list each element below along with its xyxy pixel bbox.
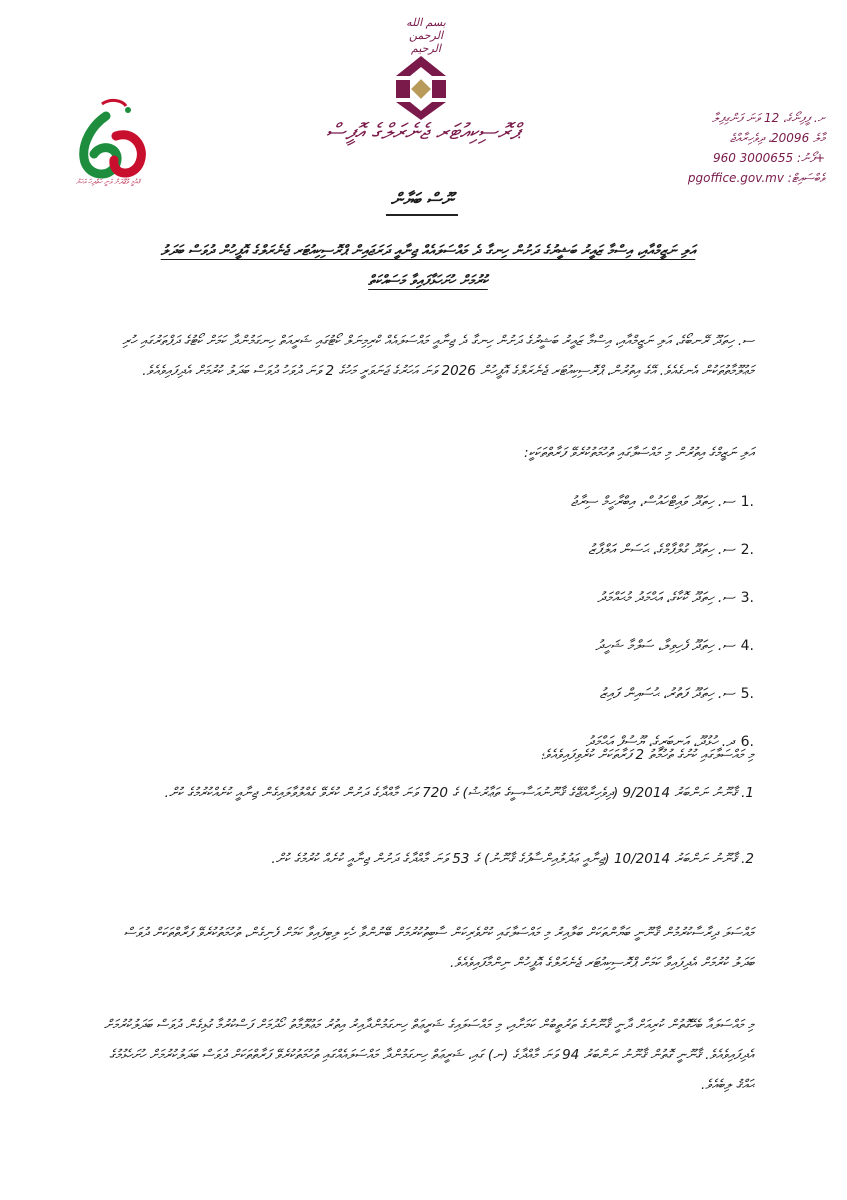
paragraph-findings: މައްސަލަ ދިރާސާކުރުމުން ޤާނޫނީ ބަޔާންތަކަށް ބަލާއިރު މި މައްސަލާގައި ކުށްވެރިކަން ސާބިތުކުރުމަށް ބޭނުންވާ ހެކި ލިބިފައިވާ ކަމަށް ފެނިގެން، ތުހުމަތުކުރެވޭ ފަރާތްތަކަށް ދުވަސް ބަދަލު ކުރުމަށް އެދިފައިވާ ކަމަށް ޕްރޮސިކިއުޓަރ ޖެނެރަލްގެ އޮފީހުން ނިންމާފައިވެއެވެ. [123, 925, 754, 971]
accused-name: ސ. ހިތަދޫ ފަތުރު، ޙުސައިން ފައިޒު [599, 686, 735, 702]
accused-name: ސ. ހިތަދޫ ފެހިވިލާ، ސަލްމާ ޝަހީދު [595, 638, 735, 654]
charge-item-1: 1. ޤާނޫނު ނަންބަރު 9/2014 (ދިވެހިރާއްޖޭގެ ޤާނޫނުއަސާސީގެ ތަޢާރުޟު) ގެ 720 ވަނަ މާއްދާގެ ދަށުން ކުރެވޭ ގެއްލުވާލައިގެން ޖިނާއީ ކުށެއްކުރުމުގެ ކުށް. [164, 785, 754, 801]
accused-list-intro: އަލި ނަޒީމްގެ އިތުރުން މި މައްސަލާގައި ތުހުމަތުކުރެވޭ ފަރާތްތަކަކީ: [524, 445, 754, 461]
accused-name: ދ. ހުޅުދޫ، އަނބަރީގެ، ޔޫސުފް އަޙްމަދު [585, 734, 735, 750]
list-number: 3. [740, 590, 754, 606]
office-emblem-logo [386, 54, 456, 120]
title-underline [386, 214, 458, 216]
accused-name: ސ. ހިތަދޫ ވައިޓްހައުސް، އިބްރާހީމް ސިރާޖު [570, 494, 735, 510]
paragraph-intro-case: ސ. ހިތަދޫ ރޭނބޯގެ، އަލި ނަޒީމްއާއި، އިސްމާ ޒައީރު ބަޝީރުގެ ދަށުން ހިނގާ ދެ ޖިނާއީ މައްސަލައެއް ކްރިމިނަލް ކޯޓުގައި ޝަރީއަތް ހިނގަމުންދާ ކަމަށް ކޯޓުގެ ދަފްތަރުގައި ހުރި މަޢުލޫމާތުތަކުން އެނގެއެވެ. އޭގެ އިތުރުން، ޕްރޮސިކިއުޓަރ ޖެނެރަލްގެ އޮފީހުން 2026 ވަނަ އަހަރުގެ ޖަނަވަރީ މަހުގެ 2 ވަނަ ދުވަހު ދުވަސް ބަދަލު ކުރުމަށް އެދިފައިވެއެވެ. [122, 333, 754, 379]
list-item [98, 478, 754, 526]
accused-name: ސ. ހިތަދޫ ގުލްފާމްގެ، ޙަސަން އަލްފާޒު [588, 542, 735, 558]
list-item [98, 526, 754, 574]
office-name-title: ޕްރޮސިކިއުޓަރ ޖެނެރަލްގެ އޮފީސް [325, 120, 520, 145]
address-block [635, 108, 825, 188]
address-line-street: ށ. ފީފިނޯގެ، 12 ވަނަ ފަންގިފިލާ [712, 111, 825, 125]
list-item [98, 574, 754, 622]
heading-line-2: ކުރުމަށް ހުށަހަޅާފައިވާ މަސައްކަތް [368, 273, 488, 289]
address-line-website[interactable]: pgoffice.gov.mv :ވެބްސައިޓް [687, 171, 825, 185]
charges-intro: މި މައްސަލާގައި ކުށުގެ ތުހުމަތު 2 ފަރާތަކަށް ކުރެވިފައިވެއެވެ؛ [540, 747, 754, 763]
emblem-shape [396, 56, 446, 120]
accused-name: ސ. ހިތަދޫ ކޮކާގެ، އަޙްމަދު މުޙައްމަދު [597, 590, 735, 606]
list-number: 6. [740, 734, 754, 750]
charge-item-2: 2. ޤާނޫނު ނަންބަރު 10/2014 (ޖިނާއީ ޢަދުލުއިންސާފުގެ ޤާނޫނު) ގެ 53 ވަނަ މާއްދާގެ ދަށުން ޖިނާއީ ކުށެއް ކުރުމުގެ ކުށް. [271, 851, 754, 867]
address-line-phone: ފޯނު: 3000655 960+ [712, 151, 825, 165]
list-item [98, 670, 754, 718]
list-number: 2. [740, 542, 754, 558]
list-number: 4. [740, 638, 754, 654]
accused-list [98, 478, 754, 766]
bismillah-calligraphy: بسم الله الرحمن الرحيم [406, 16, 446, 55]
logo-caption: ޤައުމީ ވުޖޫދަށް ވަނީ ހަތްދިހަ އަހަރު [75, 178, 141, 186]
document-type-title: ނޫސް ބަޔާން [390, 190, 454, 210]
list-item [98, 622, 754, 670]
list-number: 5. [740, 686, 754, 702]
list-number: 1. [740, 494, 754, 510]
independence-60-logo [66, 96, 152, 188]
paragraph-procedure: މި މައްސަލައާ ބެހޭގޮތުން ކުރިއަށް ދާނީ ޤާނޫނުގެ ތަރުތީބުން ކަމަށާއި، މި މައްސަލައިގެ ޝަރީޢަތް ހިނގަމުންދާއިރު އިތުރު މަޢުލޫމާތު ހޯދުމަށް ފަސްކުރުމާ ގުޅިގެން ދުވަސް ބަދަލުކުރުމަށް އެދިފައިވެއެވެ. ޤާނޫނީ ގޮތުން ޤާނޫނު ނަންބަރު 94 ވަނަ މާއްދާގެ (ނ) ގައި، ޝަރީޢަތް ހިނގަމުންދާ މައްސަލައެއްގައި ތުހުމަތުކުރެވޭ ފަރާތްތަކަށް ދުވަސް ބަދަލުކުރުމަށް ހުށަހެޅުމުގެ ޙައްޤު ލިބެއެވެ. [103, 1017, 754, 1093]
address-line-city: މާލެ 20096، ދިވެހިރާއްޖެ [729, 131, 825, 145]
document-heading [96, 236, 760, 296]
heading-line-1: އަލި ނަޒީމްއާއި، އިސްމާ ޒައީރު ބަޝީރުގެ ދަށުން ހިނގާ ދެ މައްސަލައެއް ޖިނާއީ ދަރަޖައިން ޕްރޮސިކިއުޓަރ ޖެނެރަލްގެ އޮފީހުން ދުވަސް ބަދަލު [160, 243, 696, 259]
